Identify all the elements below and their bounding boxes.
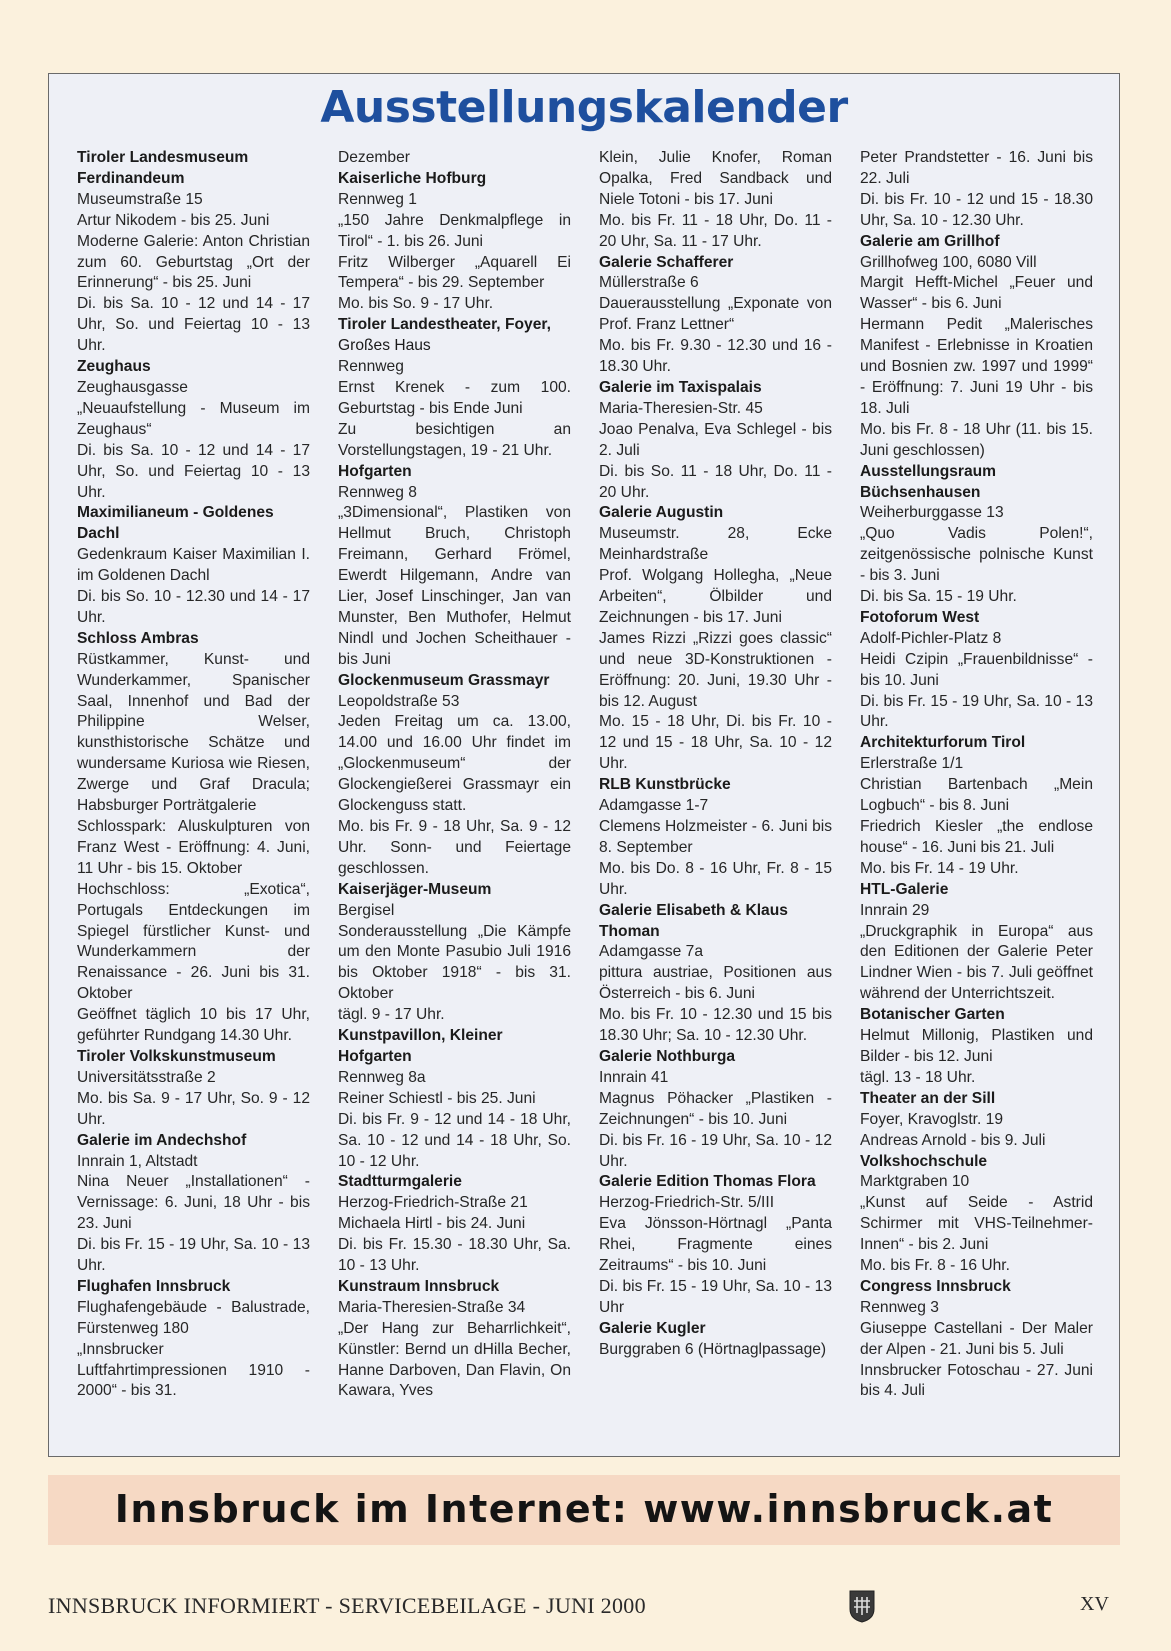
entry-line: Di. bis Fr. 15 - 19 Uhr, Sa. 10 - 13 Uhr. [77, 1236, 310, 1275]
entry-line: Mo. bis Fr. 8 - 18 Uhr (11. bis 15. Juni geschlossen) [860, 420, 1093, 459]
entry-line: Maria-Theresien-Str. 45 [599, 399, 763, 417]
calendar-column-3 [599, 148, 832, 1361]
entry-line: Universitätsstraße 2 [77, 1068, 216, 1086]
calendar-entry [338, 148, 571, 169]
venue-name: Galerie Augustin [599, 504, 724, 522]
venue-name: Tiroler Volkskunstmuseum [77, 1047, 276, 1065]
entry-line: „150 Jahre Denkmalpflege in Tirol“ - 1. bis 26. Juni [338, 211, 571, 250]
venue-name: Galerie am Grillhof [860, 232, 1000, 250]
venue-name: Galerie Elisabeth & Klaus Thoman [599, 901, 788, 940]
entry-line: Gedenkraum Kaiser Maximilian I. im Goldenen Dachl [77, 546, 310, 585]
calendar-entry [599, 378, 832, 503]
page-title: Ausstellungskalender [320, 82, 848, 133]
entry-line: Maria-Theresien-Straße 34 [338, 1298, 526, 1316]
entry-line: Mo. bis Fr. 14 - 19 Uhr. [860, 859, 1019, 877]
entry-line: Flughafengebäude - Balustrade, Fürstenweg 180 [77, 1298, 310, 1337]
entry-line: Clemens Holzmeister - 6. Juni bis 8. September [599, 818, 832, 856]
entry-line: Artur Nikodem - bis 25. Juni [77, 211, 270, 229]
entry-line: Andreas Arnold - bis 9. Juli [860, 1131, 1046, 1149]
entry-line: Dauerausstellung „Exponate von Prof. Franz Lettner“ [599, 295, 832, 334]
entry-line: James Rizzi „Rizzi goes classic“ und neue 3D-Konstruktionen - Eröffnung: 20. Juni, 19.30 Uhr - bis 12. August [599, 629, 832, 710]
page-number: XV [1080, 1593, 1109, 1615]
calendar-entry [599, 1319, 832, 1361]
calendar-entry [338, 880, 571, 1026]
entry-line: Rennweg 3 [860, 1298, 939, 1316]
venue-name: Volkshochschule [860, 1152, 988, 1170]
entry-line: „Druckgraphik in Europa“ aus den Editionen der Galerie Peter Lindner Wien - bis 7. Juli geöffnet während der Unterrichtszeit. [860, 922, 1093, 1003]
calendar-entry [599, 901, 832, 1047]
calendar-entry [860, 462, 1093, 608]
entry-line: Marktgraben 10 [860, 1173, 970, 1191]
banner-text: Innsbruck im Internet: www.innsbruck.at [114, 1487, 1054, 1531]
entry-line: Di. bis Fr. 15.30 - 18.30 Uhr, Sa. 10 - 13 Uhr. [338, 1236, 571, 1275]
entry-line: Peter Prandstetter - 16. Juni bis 22. Juli [860, 149, 1093, 187]
calendar-column-1 [77, 148, 310, 1402]
entry-line: Herzog-Friedrich-Straße 21 [338, 1194, 528, 1212]
venue-name: Botanischer Garten [860, 1006, 1005, 1024]
entry-line: Zeughausgasse [77, 378, 188, 396]
calendar-entry [860, 232, 1093, 462]
exhibition-calendar-box [48, 73, 1120, 1457]
entry-line: pittura austriae, Positionen aus Österreich - bis 6. Juni [599, 964, 832, 1003]
entry-line: Prof. Wolgang Hollegha, „Neue Arbeiten“, Ölbilder und Zeichnungen - bis 17. Juni [599, 567, 832, 626]
entry-line: tägl. 9 - 17 Uhr. [338, 1006, 445, 1024]
entry-line: Hochschloss: „Exotica“, Portugals Entdeckungen im Spiegel fürstlicher Kunst- und Wunderkammern der Renaissance - 26. Juni bis 31. Oktober [77, 880, 310, 1003]
calendar-entry [599, 1172, 832, 1318]
entry-line: Mo. bis Sa. 9 - 17 Uhr, So. 9 - 12 Uhr. [77, 1089, 310, 1128]
entry-line: Museumstr. 28, Ecke Meinhardstraße [599, 525, 832, 564]
calendar-entry [338, 671, 571, 880]
calendar-column-2 [338, 148, 571, 1402]
entry-line: Weiherburggasse 13 [860, 504, 1004, 522]
entry-line: Ernst Krenek - zum 100. Geburtstag - bis Ende Juni [338, 378, 571, 417]
venue-name: Glockenmuseum Grassmayr [338, 671, 550, 689]
venue-name: Kunstraum Innsbruck [338, 1277, 500, 1295]
entry-line: Rennweg 8a [338, 1068, 426, 1086]
entry-line: Grillhofweg 100, 6080 Vill [860, 253, 1037, 271]
calendar-entry [77, 629, 310, 1047]
calendar-entry [338, 1277, 571, 1402]
entry-line: Mo. bis So. 9 - 17 Uhr. [338, 295, 494, 313]
entry-line: Di. bis Sa. 10 - 12 und 14 - 17 Uhr, So. und Feiertag 10 - 13 Uhr. [77, 295, 310, 355]
entry-line: Museumstraße 15 [77, 190, 203, 208]
calendar-entry [599, 503, 832, 775]
entry-line: Reiner Schiestl - bis 25. Juni [338, 1089, 536, 1107]
calendar-entry [860, 608, 1093, 733]
entry-line: Giuseppe Castellani - Der Maler der Alpen - 21. Juni bis 5. Juli [860, 1319, 1093, 1358]
calendar-entry [599, 148, 832, 253]
calendar-entry [77, 1131, 310, 1277]
calendar-entry [338, 1172, 571, 1277]
entry-line: Dezember [338, 149, 410, 166]
entry-line: Di. bis Fr. 15 - 19 Uhr, Sa. 10 - 13 Uhr. [860, 692, 1093, 731]
entry-line: Adolf-Pichler-Platz 8 [860, 629, 1002, 647]
entry-line: „Neuaufstellung - Museum im Zeughaus“ [77, 399, 310, 438]
venue-name: Tiroler Landesmuseum Ferdinandeum [77, 149, 249, 187]
entry-line: tägl. 13 - 18 Uhr. [860, 1068, 976, 1086]
footer-publication: INNSBRUCK INFORMIERT - SERVICEBEILAGE - JUNI 2000 [48, 1593, 646, 1618]
entry-line: Di. bis Sa. 15 - 19 Uhr. [860, 588, 1017, 606]
venue-name: Galerie Edition Thomas Flora [599, 1173, 816, 1191]
entry-line: Innrain 29 [860, 901, 930, 919]
entry-line: Mo. bis Fr. 10 - 12.30 und 15 bis 18.30 Uhr; Sa. 10 - 12.30 Uhr. [599, 1006, 832, 1045]
entry-line: Di. bis Fr. 10 - 12 und 15 - 18.30 Uhr, Sa. 10 - 12.30 Uhr. [860, 190, 1093, 229]
entry-line: Eva Jönsson-Hörtnagl „Panta Rhei, Fragmente eines Zeitraums“ - bis 10. Juni [599, 1215, 832, 1275]
entry-line: Bergisel [338, 901, 395, 919]
venue-name: Galerie im Andechshof [77, 1131, 247, 1149]
venue-name: Ausstellungsraum Büchsenhausen [860, 462, 997, 501]
venue-location: Großes Haus [338, 337, 431, 355]
entry-line: Christian Bartenbach „Mein Logbuch“ - bis 8. Juni [860, 776, 1093, 815]
calendar-entry [599, 1047, 832, 1172]
venue-name: Tiroler Landestheater, Foyer, Großes Haus [338, 316, 551, 355]
entry-line: Di. bis Fr. 9 - 12 und 14 - 18 Uhr, Sa. 10 - 12 und 14 - 18 Uhr, So. 10 - 12 Uhr. [338, 1110, 571, 1170]
entry-line: Innrain 41 [599, 1068, 669, 1086]
entry-line: „3Dimensional“, Plastiken von Hellmut Bruch, Christoph Freimann, Gerhard Frömel, Ewerdt Hilgemann, Andre van Lier, Josef Linschinger, Jan van Munster, Ben Muthofer, Helmut Nindl und Jochen Scheithauer - bis Juni [338, 504, 571, 668]
venue-name: Stadtturmgalerie [338, 1173, 462, 1191]
entry-line: Rennweg 1 [338, 190, 417, 208]
entry-line: „Kunst auf Seide - Astrid Schirmer mit VHS-Teilnehmer-Innen“ - bis 2. Juni [860, 1194, 1093, 1254]
entry-line: „Der Hang zur Beharrlichkeit“, Künstler: Bernd un dHilla Becher, Hanne Darboven, Dan Flavin, On Kawara, Yves [338, 1319, 571, 1400]
venue-name: Kaiserliche Hofburg [338, 169, 487, 187]
calendar-entry [860, 880, 1093, 1005]
entry-line: Joao Penalva, Eva Schlegel - bis 2. Juli [599, 420, 832, 459]
calendar-entry [338, 462, 571, 671]
calendar-entry [77, 503, 310, 628]
innsbruck-crest-icon [848, 1589, 876, 1623]
entry-line: Adamgasse 1-7 [599, 797, 709, 815]
entry-line: Mo. 15 - 18 Uhr, Di. bis Fr. 10 - 12 und 15 - 18 Uhr, Sa. 10 - 12 Uhr. [599, 713, 832, 773]
venue-name: Hofgarten [338, 462, 412, 480]
calendar-entry [860, 148, 1093, 232]
entry-line: Di. bis Sa. 10 - 12 und 14 - 17 Uhr, So. und Feiertag 10 - 13 Uhr. [77, 441, 310, 501]
calendar-entry [77, 148, 310, 357]
entry-line: Mo. bis Fr. 11 - 18 Uhr, Do. 11 - 20 Uhr, Sa. 11 - 17 Uhr. [599, 211, 832, 250]
entry-line: Di. bis So. 11 - 18 Uhr, Do. 11 - 20 Uhr. [599, 462, 832, 501]
entry-line: Mo. bis Fr. 9.30 - 12.30 und 16 - 18.30 Uhr. [599, 337, 832, 376]
venue-name: HTL-Galerie [860, 880, 949, 898]
entry-line: Burggraben 6 (Hörtnaglpassage) [599, 1340, 827, 1358]
entry-line: Di. bis So. 10 - 12.30 und 14 - 17 Uhr. [77, 588, 310, 626]
entry-line: Leopoldstraße 53 [338, 692, 460, 710]
entry-line: Mo. bis Do. 8 - 16 Uhr, Fr. 8 - 15 Uhr. [599, 859, 832, 898]
entry-line: Hermann Pedit „Malerisches Manifest - Erlebnisse in Kroatien und Bosnien zw. 1997 und 1999“ - Eröffnung: 7. Juni 19 Uhr - bis 18. Juli [860, 316, 1093, 417]
venue-name: Kaiserjäger-Museum [338, 880, 492, 898]
entry-line: Sonderausstellung „Die Kämpfe um den Monte Pasubio Juli 1916 bis Oktober 1918“ - bis 31. Oktober [338, 922, 571, 1003]
internet-banner [48, 1475, 1120, 1545]
entry-line: Rennweg [338, 358, 404, 376]
venue-name: Flughafen Innsbruck [77, 1277, 231, 1295]
venue-name: Fotoforum West [860, 608, 980, 626]
calendar-entry [860, 1277, 1093, 1402]
entry-line: Herzog-Friedrich-Str. 5/III [599, 1194, 775, 1212]
venue-name: Zeughaus [77, 358, 151, 376]
entry-line: Helmut Millonig, Plastiken und Bilder - bis 12. Juni [860, 1027, 1093, 1065]
entry-line: Erlerstraße 1/1 [860, 755, 964, 773]
calendar-entry [860, 733, 1093, 879]
venue-name: Galerie im Taxispalais [599, 378, 762, 396]
entry-line: Michaela Hirtl - bis 24. Juni [338, 1215, 526, 1233]
entry-line: Müllerstraße 6 [599, 274, 699, 292]
entry-line: Fritz Wilberger „Aquarell Ei Tempera“ - bis 29. September [338, 253, 571, 292]
venue-name-suffix: Foyer, [500, 316, 551, 334]
venue-name: Galerie Kugler [599, 1319, 706, 1337]
entry-line: Adamgasse 7a [599, 943, 704, 961]
calendar-entry [338, 169, 571, 315]
venue-name: Galerie Nothburga [599, 1047, 736, 1065]
entry-line: „Innsbrucker Luftfahrtimpressionen 1910 - 2000“ - bis 31. [77, 1340, 310, 1400]
entry-line: Geöffnet täglich 10 bis 17 Uhr, geführter Rundgang 14.30 Uhr. [77, 1006, 310, 1045]
entry-line: Mo. bis Fr. 9 - 18 Uhr, Sa. 9 - 12 Uhr. Sonn- und Feiertage geschlossen. [338, 818, 571, 877]
calendar-entry [860, 1089, 1093, 1152]
calendar-column-4 [860, 148, 1093, 1402]
calendar-entry [860, 1005, 1093, 1089]
venue-name: Congress Innsbruck [860, 1277, 1011, 1295]
entry-line: „Quo Vadis Polen!“, zeitgenössische polnische Kunst - bis 3. Juni [860, 525, 1093, 585]
entry-line: Mo. bis Fr. 8 - 16 Uhr. [860, 1257, 1010, 1275]
calendar-entry [77, 1047, 310, 1131]
calendar-entry [338, 315, 571, 461]
entry-line: Margit Hefft-Michel „Feuer und Wasser“ - bis 6. Juni [860, 274, 1093, 313]
entry-line: Schlosspark: Aluskulpturen von Franz West - Eröffnung: 4. Juni, 11 Uhr - bis 15. Oktober [77, 818, 310, 877]
calendar-entry [338, 1026, 571, 1172]
entry-line: Innsbrucker Fotoschau - 27. Juni bis 4. Juli [860, 1361, 1093, 1400]
entry-line: Jeden Freitag um ca. 13.00, 14.00 und 16.00 Uhr findet im „Glockenmuseum“ der Glockengießerei Grassmayr ein Glockenguss statt. [338, 713, 571, 815]
venue-name: RLB Kunstbrücke [599, 776, 731, 794]
entry-line: Di. bis Fr. 15 - 19 Uhr, Sa. 10 - 13 Uhr [599, 1277, 832, 1316]
venue-name: Architekturforum Tirol [860, 734, 1026, 752]
venue-name: Theater an der Sill [860, 1089, 996, 1107]
calendar-entry [860, 1152, 1093, 1277]
entry-line: Nina Neuer „Installationen“ - Vernissage: 6. Juni, 18 Uhr - bis 23. Juni [77, 1173, 310, 1233]
venue-name: Maximilianeum - Goldenes Dachl [77, 504, 274, 543]
entry-line: Di. bis Fr. 16 - 19 Uhr, Sa. 10 - 12 Uhr. [599, 1131, 832, 1170]
entry-line: Rüstkammer, Kunst- und Wunderkammer, Spanischer Saal, Innenhof und Bad der Philippine Welser, kunsthistorische Schätze und wundersame Kuriosa wie Riesen, Zwerge und Graf Dracula; Habsburger Porträtgalerie [77, 650, 310, 815]
calendar-entry [77, 1277, 310, 1402]
venue-name: Galerie Schafferer [599, 253, 734, 271]
entry-line: Foyer, Kravoglstr. 19 [860, 1110, 1004, 1128]
venue-name: Kunstpavillon, Kleiner Hofgarten [338, 1027, 503, 1065]
entry-line: Heidi Czipin „Frauenbildnisse“ - bis 10. Juni [860, 650, 1093, 689]
calendar-entry [599, 775, 832, 900]
entry-line: Magnus Pöhacker „Plastiken - Zeichnungen“ - bis 10. Juni [599, 1089, 832, 1128]
calendar-entry [77, 357, 310, 503]
entry-line: Rennweg 8 [338, 483, 417, 501]
entry-line: Friedrich Kiesler „the endlose house“ - 16. Juni bis 21. Juli [860, 818, 1093, 856]
entry-line: Zu besichtigen an Vorstellungstagen, 19 - 21 Uhr. [338, 420, 571, 459]
entry-line: Klein, Julie Knofer, Roman Opalka, Fred Sandback und Niele Totoni - bis 17. Juni [599, 149, 832, 208]
entry-line: Moderne Galerie: Anton Christian zum 60. Geburtstag „Ort der Erinnerung“ - bis 25. Juni [77, 232, 310, 292]
calendar-entry [599, 253, 832, 378]
venue-name: Schloss Ambras [77, 629, 199, 647]
entry-line: Innrain 1, Altstadt [77, 1152, 198, 1170]
